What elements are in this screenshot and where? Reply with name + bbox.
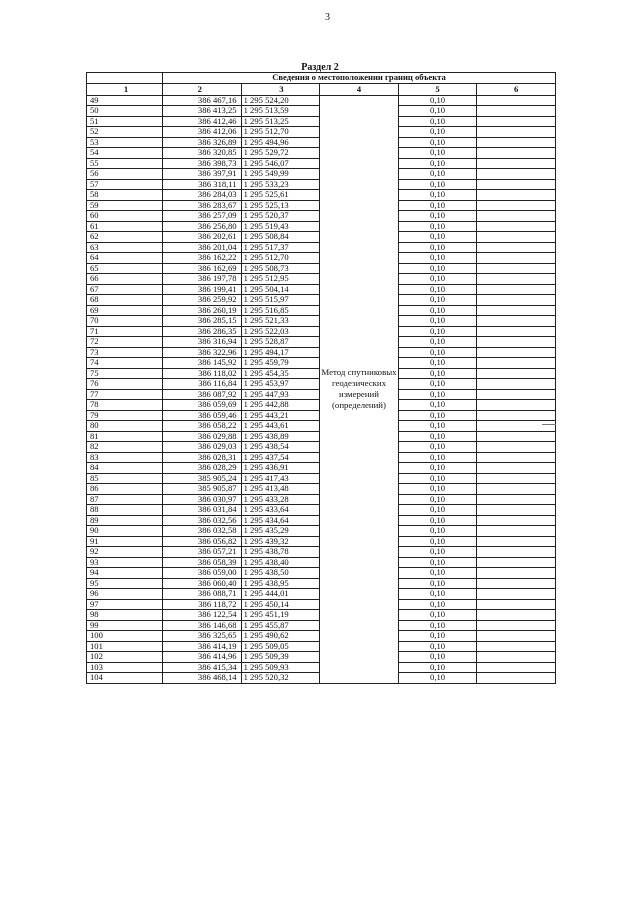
y-coordinate: 1 295 525,61	[241, 190, 320, 201]
empty-cell	[477, 158, 556, 169]
x-coordinate: 386 397,91	[163, 169, 242, 180]
point-number: 96	[87, 589, 163, 600]
y-coordinate: 1 295 525,13	[241, 200, 320, 211]
x-coordinate: 386 285,15	[163, 316, 242, 327]
x-coordinate: 386 145,92	[163, 358, 242, 369]
point-number: 99	[87, 620, 163, 631]
x-coordinate: 386 398,73	[163, 158, 242, 169]
precision-value: 0,10	[398, 305, 477, 316]
column-number-1: 1	[87, 83, 163, 95]
point-number: 63	[87, 242, 163, 253]
empty-cell	[477, 169, 556, 180]
empty-cell	[477, 106, 556, 117]
x-coordinate: 386 257,09	[163, 211, 242, 222]
point-number: 100	[87, 631, 163, 642]
x-coordinate: 386 032,58	[163, 526, 242, 537]
margin-dash	[542, 424, 556, 425]
y-coordinate: 1 295 433,64	[241, 505, 320, 516]
y-coordinate: 1 295 442,88	[241, 400, 320, 411]
x-coordinate: 386 202,61	[163, 232, 242, 243]
point-number: 80	[87, 421, 163, 432]
empty-cell	[477, 368, 556, 379]
y-coordinate: 1 295 508,84	[241, 232, 320, 243]
empty-cell	[477, 337, 556, 348]
column-number-5: 5	[398, 83, 477, 95]
precision-value: 0,10	[398, 463, 477, 474]
x-coordinate: 386 412,46	[163, 116, 242, 127]
empty-cell	[477, 116, 556, 127]
precision-value: 0,10	[398, 421, 477, 432]
y-coordinate: 1 295 447,93	[241, 389, 320, 400]
point-number: 89	[87, 515, 163, 526]
precision-value: 0,10	[398, 389, 477, 400]
point-number: 83	[87, 452, 163, 463]
point-number: 103	[87, 662, 163, 673]
y-coordinate: 1 295 443,61	[241, 421, 320, 432]
empty-cell	[477, 494, 556, 505]
precision-value: 0,10	[398, 568, 477, 579]
empty-cell	[477, 179, 556, 190]
y-coordinate: 1 295 438,78	[241, 547, 320, 558]
precision-value: 0,10	[398, 578, 477, 589]
column-number-4: 4	[320, 83, 399, 95]
x-coordinate: 386 029,88	[163, 431, 242, 442]
y-coordinate: 1 295 450,14	[241, 599, 320, 610]
empty-cell	[477, 431, 556, 442]
point-number: 62	[87, 232, 163, 243]
empty-cell	[477, 211, 556, 222]
x-coordinate: 386 028,31	[163, 452, 242, 463]
y-coordinate: 1 295 451,19	[241, 610, 320, 621]
precision-value: 0,10	[398, 347, 477, 358]
point-number: 56	[87, 169, 163, 180]
x-coordinate: 386 259,92	[163, 295, 242, 306]
precision-value: 0,10	[398, 641, 477, 652]
precision-value: 0,10	[398, 610, 477, 621]
empty-cell	[477, 515, 556, 526]
empty-cell	[477, 484, 556, 495]
point-number: 55	[87, 158, 163, 169]
precision-value: 0,10	[398, 620, 477, 631]
point-number: 60	[87, 211, 163, 222]
y-coordinate: 1 295 453,97	[241, 379, 320, 390]
point-number: 71	[87, 326, 163, 337]
y-coordinate: 1 295 435,29	[241, 526, 320, 537]
empty-cell	[477, 295, 556, 306]
precision-value: 0,10	[398, 158, 477, 169]
x-coordinate: 386 116,84	[163, 379, 242, 390]
y-coordinate: 1 295 520,32	[241, 673, 320, 684]
empty-cell	[477, 221, 556, 232]
x-coordinate: 386 032,56	[163, 515, 242, 526]
precision-value: 0,10	[398, 211, 477, 222]
y-coordinate: 1 295 438,95	[241, 578, 320, 589]
precision-value: 0,10	[398, 515, 477, 526]
empty-cell	[477, 190, 556, 201]
point-number: 85	[87, 473, 163, 484]
precision-value: 0,10	[398, 589, 477, 600]
column-number-3: 3	[241, 83, 320, 95]
column-number-2: 2	[163, 83, 242, 95]
precision-value: 0,10	[398, 137, 477, 148]
x-coordinate: 386 118,02	[163, 368, 242, 379]
precision-value: 0,10	[398, 127, 477, 138]
x-coordinate: 386 286,35	[163, 326, 242, 337]
point-number: 75	[87, 368, 163, 379]
empty-cell	[477, 95, 556, 106]
empty-cell	[477, 463, 556, 474]
x-coordinate: 386 122,54	[163, 610, 242, 621]
x-coordinate: 386 322,96	[163, 347, 242, 358]
precision-value: 0,10	[398, 673, 477, 684]
x-coordinate: 386 162,22	[163, 253, 242, 264]
y-coordinate: 1 295 509,39	[241, 652, 320, 663]
x-coordinate: 386 413,25	[163, 106, 242, 117]
empty-cell	[477, 400, 556, 411]
point-number: 95	[87, 578, 163, 589]
y-coordinate: 1 295 438,54	[241, 442, 320, 453]
x-coordinate: 386 256,80	[163, 221, 242, 232]
point-number: 79	[87, 410, 163, 421]
x-coordinate: 386 058,39	[163, 557, 242, 568]
empty-cell	[477, 526, 556, 537]
empty-cell	[477, 589, 556, 600]
point-number: 61	[87, 221, 163, 232]
x-coordinate: 386 146,68	[163, 620, 242, 631]
coordinates-table	[86, 72, 556, 684]
precision-value: 0,10	[398, 599, 477, 610]
empty-cell	[477, 442, 556, 453]
point-number: 101	[87, 641, 163, 652]
column-number-6: 6	[477, 83, 556, 95]
table-title: Сведения о местоположении границ объекта	[163, 73, 556, 84]
y-coordinate: 1 295 512,95	[241, 274, 320, 285]
point-number: 65	[87, 263, 163, 274]
precision-value: 0,10	[398, 662, 477, 673]
precision-value: 0,10	[398, 368, 477, 379]
y-coordinate: 1 295 520,37	[241, 211, 320, 222]
empty-cell	[477, 631, 556, 642]
precision-value: 0,10	[398, 473, 477, 484]
point-number: 97	[87, 599, 163, 610]
y-coordinate: 1 295 494,96	[241, 137, 320, 148]
x-coordinate: 386 468,14	[163, 673, 242, 684]
precision-value: 0,10	[398, 410, 477, 421]
y-coordinate: 1 295 509,93	[241, 662, 320, 673]
x-coordinate: 386 197,78	[163, 274, 242, 285]
point-number: 76	[87, 379, 163, 390]
precision-value: 0,10	[398, 652, 477, 663]
y-coordinate: 1 295 512,70	[241, 127, 320, 138]
empty-cell	[477, 263, 556, 274]
empty-cell	[477, 421, 556, 432]
y-coordinate: 1 295 444,01	[241, 589, 320, 600]
x-coordinate: 386 029,03	[163, 442, 242, 453]
x-coordinate: 385 905,87	[163, 484, 242, 495]
column-number-row	[87, 83, 556, 95]
table-title-row	[87, 73, 556, 84]
empty-cell	[477, 557, 556, 568]
y-coordinate: 1 295 509,05	[241, 641, 320, 652]
y-coordinate: 1 295 515,97	[241, 295, 320, 306]
x-coordinate: 386 059,69	[163, 400, 242, 411]
precision-value: 0,10	[398, 95, 477, 106]
y-coordinate: 1 295 459,79	[241, 358, 320, 369]
point-number: 81	[87, 431, 163, 442]
precision-value: 0,10	[398, 232, 477, 243]
y-coordinate: 1 295 549,99	[241, 169, 320, 180]
y-coordinate: 1 295 438,40	[241, 557, 320, 568]
point-number: 93	[87, 557, 163, 568]
empty-cell	[477, 242, 556, 253]
y-coordinate: 1 295 546,07	[241, 158, 320, 169]
x-coordinate: 386 320,85	[163, 148, 242, 159]
y-coordinate: 1 295 528,87	[241, 337, 320, 348]
precision-value: 0,10	[398, 221, 477, 232]
x-coordinate: 386 467,16	[163, 95, 242, 106]
x-coordinate: 386 058,22	[163, 421, 242, 432]
precision-value: 0,10	[398, 116, 477, 127]
point-number: 98	[87, 610, 163, 621]
point-number: 73	[87, 347, 163, 358]
x-coordinate: 386 057,21	[163, 547, 242, 558]
point-number: 53	[87, 137, 163, 148]
empty-cell	[477, 568, 556, 579]
precision-value: 0,10	[398, 494, 477, 505]
empty-cell	[477, 326, 556, 337]
precision-value: 0,10	[398, 106, 477, 117]
x-coordinate: 386 414,96	[163, 652, 242, 663]
y-coordinate: 1 295 533,23	[241, 179, 320, 190]
precision-value: 0,10	[398, 169, 477, 180]
point-number: 91	[87, 536, 163, 547]
y-coordinate: 1 295 512,70	[241, 253, 320, 264]
y-coordinate: 1 295 438,50	[241, 568, 320, 579]
y-coordinate: 1 295 521,33	[241, 316, 320, 327]
point-number: 72	[87, 337, 163, 348]
point-number: 84	[87, 463, 163, 474]
empty-cell	[477, 620, 556, 631]
empty-cell	[477, 127, 556, 138]
method-cell: Метод спутниковых геодезических измерений (определений)	[320, 95, 399, 683]
y-coordinate: 1 295 529,72	[241, 148, 320, 159]
empty-cell	[477, 673, 556, 684]
x-coordinate: 386 059,00	[163, 568, 242, 579]
precision-value: 0,10	[398, 505, 477, 516]
x-coordinate: 386 199,41	[163, 284, 242, 295]
y-coordinate: 1 295 513,59	[241, 106, 320, 117]
empty-cell	[477, 274, 556, 285]
empty-cell	[477, 662, 556, 673]
empty-cell	[477, 599, 556, 610]
point-number: 78	[87, 400, 163, 411]
point-number: 66	[87, 274, 163, 285]
precision-value: 0,10	[398, 400, 477, 411]
empty-cell	[477, 410, 556, 421]
x-coordinate: 386 260,19	[163, 305, 242, 316]
y-coordinate: 1 295 519,43	[241, 221, 320, 232]
precision-value: 0,10	[398, 631, 477, 642]
point-number: 54	[87, 148, 163, 159]
y-coordinate: 1 295 434,64	[241, 515, 320, 526]
y-coordinate: 1 295 513,25	[241, 116, 320, 127]
point-number: 82	[87, 442, 163, 453]
precision-value: 0,10	[398, 452, 477, 463]
empty-cell	[477, 253, 556, 264]
point-number: 88	[87, 505, 163, 516]
point-number: 57	[87, 179, 163, 190]
precision-value: 0,10	[398, 274, 477, 285]
precision-value: 0,10	[398, 358, 477, 369]
empty-cell	[477, 347, 556, 358]
precision-value: 0,10	[398, 295, 477, 306]
x-coordinate: 386 325,65	[163, 631, 242, 642]
section-title: Раздел 2	[301, 62, 339, 73]
x-coordinate: 386 031,84	[163, 505, 242, 516]
table-body	[87, 95, 556, 683]
point-number: 52	[87, 127, 163, 138]
y-coordinate: 1 295 490,62	[241, 631, 320, 642]
empty-cell	[477, 358, 556, 369]
empty-cell	[477, 305, 556, 316]
table-row	[87, 95, 556, 106]
empty-cell	[477, 536, 556, 547]
point-number: 90	[87, 526, 163, 537]
y-coordinate: 1 295 443,21	[241, 410, 320, 421]
precision-value: 0,10	[398, 547, 477, 558]
y-coordinate: 1 295 436,91	[241, 463, 320, 474]
precision-value: 0,10	[398, 242, 477, 253]
x-coordinate: 386 415,34	[163, 662, 242, 673]
point-number: 87	[87, 494, 163, 505]
empty-cell	[477, 379, 556, 390]
point-number: 77	[87, 389, 163, 400]
empty-cell	[477, 578, 556, 589]
point-number: 64	[87, 253, 163, 264]
precision-value: 0,10	[398, 526, 477, 537]
point-number: 59	[87, 200, 163, 211]
precision-value: 0,10	[398, 200, 477, 211]
precision-value: 0,10	[398, 536, 477, 547]
y-coordinate: 1 295 504,14	[241, 284, 320, 295]
x-coordinate: 386 201,04	[163, 242, 242, 253]
point-number: 92	[87, 547, 163, 558]
precision-value: 0,10	[398, 190, 477, 201]
point-number: 86	[87, 484, 163, 495]
point-number: 70	[87, 316, 163, 327]
empty-cell	[477, 200, 556, 211]
x-coordinate: 386 414,19	[163, 641, 242, 652]
x-coordinate: 386 059,46	[163, 410, 242, 421]
x-coordinate: 386 316,94	[163, 337, 242, 348]
empty-cell	[477, 473, 556, 484]
y-coordinate: 1 295 454,35	[241, 368, 320, 379]
empty-cell	[477, 137, 556, 148]
x-coordinate: 386 030,97	[163, 494, 242, 505]
x-coordinate: 386 118,72	[163, 599, 242, 610]
empty-cell	[477, 452, 556, 463]
point-number: 50	[87, 106, 163, 117]
precision-value: 0,10	[398, 557, 477, 568]
precision-value: 0,10	[398, 284, 477, 295]
point-number: 74	[87, 358, 163, 369]
x-coordinate: 386 283,67	[163, 200, 242, 211]
y-coordinate: 1 295 522,03	[241, 326, 320, 337]
precision-value: 0,10	[398, 337, 477, 348]
precision-value: 0,10	[398, 442, 477, 453]
precision-value: 0,10	[398, 484, 477, 495]
x-coordinate: 385 905,24	[163, 473, 242, 484]
y-coordinate: 1 295 524,20	[241, 95, 320, 106]
x-coordinate: 386 088,71	[163, 589, 242, 600]
point-number: 94	[87, 568, 163, 579]
point-number: 102	[87, 652, 163, 663]
empty-cell	[477, 148, 556, 159]
y-coordinate: 1 295 413,48	[241, 484, 320, 495]
y-coordinate: 1 295 438,89	[241, 431, 320, 442]
empty-cell	[477, 389, 556, 400]
precision-value: 0,10	[398, 326, 477, 337]
x-coordinate: 386 060,40	[163, 578, 242, 589]
x-coordinate: 386 326,89	[163, 137, 242, 148]
x-coordinate: 386 412,06	[163, 127, 242, 138]
y-coordinate: 1 295 494,17	[241, 347, 320, 358]
y-coordinate: 1 295 439,32	[241, 536, 320, 547]
empty-cell	[477, 547, 556, 558]
empty-cell	[477, 652, 556, 663]
empty-cell	[477, 610, 556, 621]
y-coordinate: 1 295 516,85	[241, 305, 320, 316]
precision-value: 0,10	[398, 316, 477, 327]
y-coordinate: 1 295 437,54	[241, 452, 320, 463]
x-coordinate: 386 318,11	[163, 179, 242, 190]
point-number: 67	[87, 284, 163, 295]
y-coordinate: 1 295 517,37	[241, 242, 320, 253]
point-number: 51	[87, 116, 163, 127]
precision-value: 0,10	[398, 253, 477, 264]
x-coordinate: 386 284,03	[163, 190, 242, 201]
x-coordinate: 386 056,82	[163, 536, 242, 547]
empty-cell	[477, 232, 556, 243]
precision-value: 0,10	[398, 148, 477, 159]
empty-cell	[477, 641, 556, 652]
y-coordinate: 1 295 455,87	[241, 620, 320, 631]
precision-value: 0,10	[398, 431, 477, 442]
point-number: 104	[87, 673, 163, 684]
y-coordinate: 1 295 433,28	[241, 494, 320, 505]
precision-value: 0,10	[398, 179, 477, 190]
empty-cell	[477, 284, 556, 295]
x-coordinate: 386 087,92	[163, 389, 242, 400]
point-number: 58	[87, 190, 163, 201]
point-number: 68	[87, 295, 163, 306]
x-coordinate: 386 028,29	[163, 463, 242, 474]
point-number: 49	[87, 95, 163, 106]
empty-cell	[477, 316, 556, 327]
precision-value: 0,10	[398, 263, 477, 274]
empty-cell	[477, 505, 556, 516]
x-coordinate: 386 162,69	[163, 263, 242, 274]
y-coordinate: 1 295 508,73	[241, 263, 320, 274]
precision-value: 0,10	[398, 379, 477, 390]
point-number: 69	[87, 305, 163, 316]
y-coordinate: 1 295 417,43	[241, 473, 320, 484]
page-number: 3	[325, 12, 330, 23]
